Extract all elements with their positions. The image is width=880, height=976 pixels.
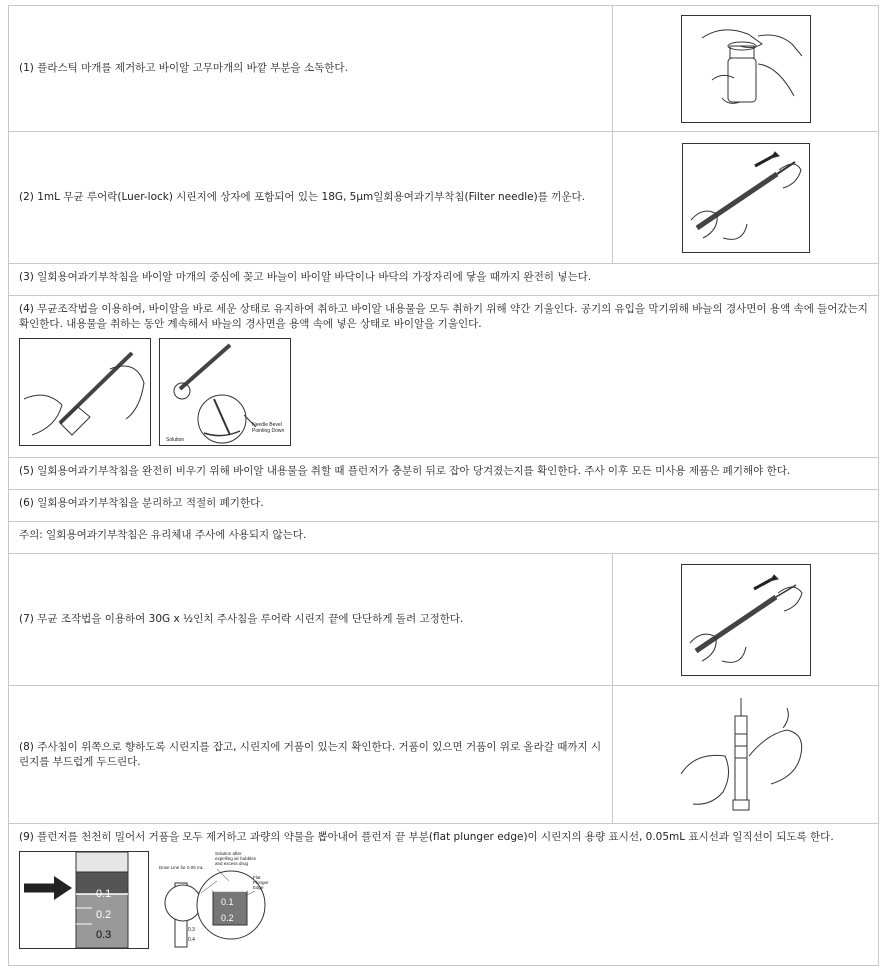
withdraw-illustration-right — [159, 338, 291, 446]
step-row-5 — [8, 457, 879, 489]
step-image-1 — [613, 6, 878, 131]
dose-tick-0-2: 0.2 — [96, 909, 112, 921]
label-needle-bevel-line2: Pointing Down — [252, 428, 285, 434]
step-text-9: (9) 플런저를 천천히 밀어서 거품을 모두 제거하고 과량의 약물을 뽑아내어 플런저 끝 부분(flat plunger edge)이 시린지의 용량 표시선, 0.05mL 표시선과 일직선이 되도록 한다. — [19, 831, 834, 843]
step-image-8 — [613, 686, 878, 823]
withdraw-illustration-left — [19, 338, 151, 446]
step-text-3: (3) 일회용여과기부착침을 바이알 마개의 중심에 꽂고 바늘이 바이알 바닥이나 바닥의 가장자리에 닿을 때까지 완전히 넣는다. — [19, 271, 592, 283]
step-text-4: (4) 무균조작법을 이용하여, 바이알을 바로 세운 상태로 유지하여 취하고 바이알 내용물을 모두 취하기 위해 약간 기울인다. 공기의 유입을 막기위해 바늘의 경사면이 용액 속에 들어갔는지 확인한다. 내용물을 취하는 동안 계속해서 바늘의 경사면을 용액 속에 넣은 상태로 바이알을 기울인다. — [19, 303, 868, 330]
diagram-tick-0-4: 0.4 — [188, 937, 195, 943]
injection-needle-illustration — [681, 564, 811, 676]
label-solution-after-line2: expelling air bubbles — [215, 856, 257, 861]
label-dose-line: Dose Line for 0.05 mL — [159, 865, 204, 870]
label-edge: Edge — [253, 885, 264, 890]
dose-line-illustration — [9, 845, 878, 955]
caution-text: 주의: 일회용여과기부착침은 유리체내 주사에 사용되지 않는다. — [19, 529, 307, 541]
dose-tick-0-1: 0.1 — [96, 888, 112, 900]
diagram-tick-0-2: 0.2 — [221, 913, 234, 923]
diagram-tick-0-1: 0.1 — [221, 897, 234, 907]
label-solution-after-line3: and excess drug — [215, 861, 249, 866]
label-flat-plunger-edge — [253, 875, 269, 890]
instruction-table — [8, 5, 879, 966]
step-row-7 — [8, 553, 879, 685]
filter-needle-illustration — [682, 143, 810, 253]
label-solution: Solution — [166, 437, 185, 443]
label-needle-bevel-line1: Needle Bevel — [252, 422, 282, 428]
label-solution-after — [215, 851, 256, 866]
step-text-5: (5) 일회용여과기부착침을 완전히 비우기 위해 바이알 내용물을 취할 때 플런저가 충분히 뒤로 잡아 당겨졌는지를 확인한다. 주사 이후 모든 미사용 제품은 폐기해야 한다. — [19, 465, 791, 477]
label-flat: Flat — [253, 875, 261, 880]
step-image-2 — [613, 132, 878, 263]
vial-cap-illustration — [681, 15, 811, 123]
diagram-tick-0-3: 0.3 — [188, 927, 195, 933]
step-row-4 — [8, 295, 879, 457]
step-text-8: (8) 주사침이 위쪽으로 향하도록 시린지를 잡고, 시린지에 거품이 있는지 확인한다. 거품이 있으면 거품이 위로 올라갈 때까지 시린지를 부드럽게 두드린다. — [9, 686, 613, 823]
label-solution-after-line1: Solution after — [215, 851, 242, 856]
step-text-6: (6) 일회용여과기부착침을 분리하고 적절히 폐기한다. — [19, 497, 264, 509]
step-row-8 — [8, 685, 879, 823]
tap-syringe-illustration — [671, 694, 821, 816]
step-image-7 — [613, 554, 878, 685]
step-text-2: (2) 1mL 무균 루어락(Luer-lock) 시린지에 상자에 포함되어 있는 18G, 5μm일회용여과기부착침(Filter needle)를 끼운다. — [9, 132, 613, 263]
label-plunger: Plunger — [253, 880, 269, 885]
step-text-7: (7) 무균 조작법을 이용하여 30G x ½인치 주사침을 루어락 시린지 끝에 단단하게 돌려 고정한다. — [9, 554, 613, 685]
withdraw-illustration — [9, 332, 878, 452]
step-row-2 — [8, 131, 879, 263]
step-text-1: (1) 플라스틱 마개를 제거하고 바이알 고무마개의 바깥 부분을 소독한다. — [9, 6, 613, 131]
dose-line-diagram — [157, 851, 287, 949]
dose-tick-0-3: 0.3 — [96, 929, 112, 941]
step-row-9 — [8, 823, 879, 966]
step-row-3 — [8, 263, 879, 295]
label-needle-bevel — [252, 422, 284, 434]
step-row-1 — [8, 5, 879, 131]
dose-line-closeup — [19, 851, 149, 949]
caution-row — [8, 521, 879, 553]
step-row-6 — [8, 489, 879, 521]
